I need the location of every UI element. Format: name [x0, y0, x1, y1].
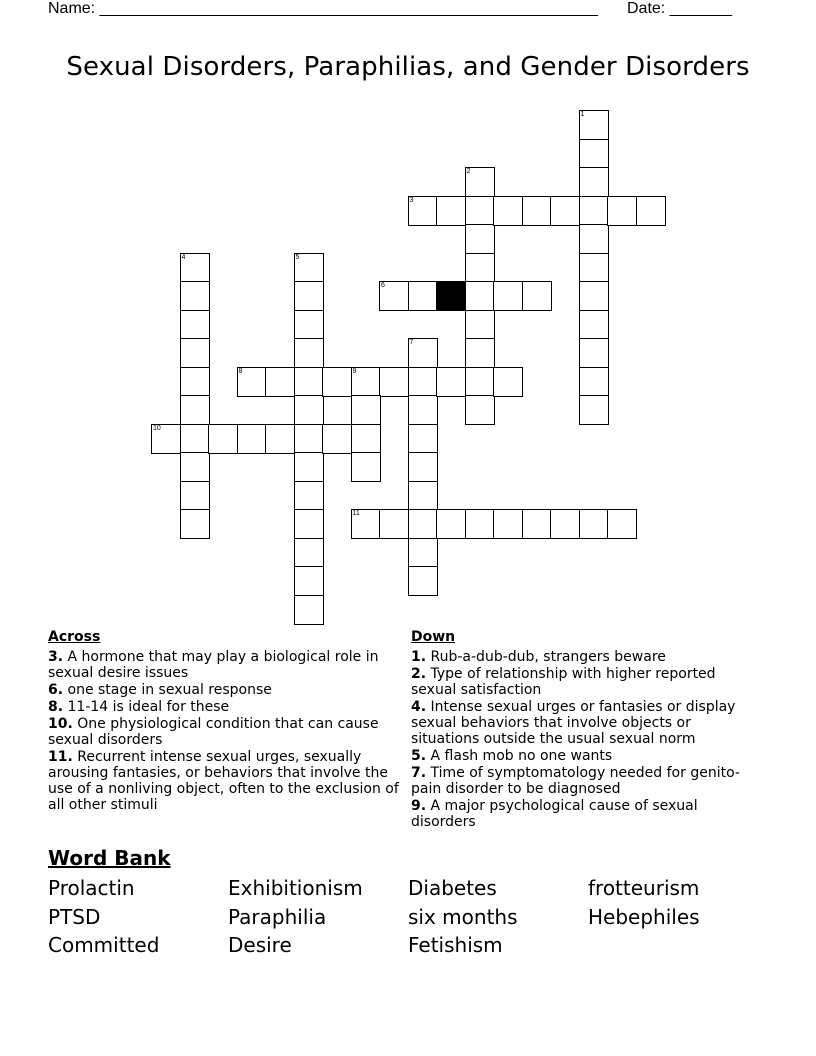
crossword-cell[interactable]: [294, 452, 324, 482]
crossword-cell[interactable]: [465, 196, 495, 226]
crossword-cell[interactable]: [579, 253, 609, 283]
down-clue: [411, 699, 756, 747]
crossword-cell[interactable]: [408, 395, 438, 425]
crossword-cell[interactable]: [579, 509, 609, 539]
crossword-cell[interactable]: [294, 509, 324, 539]
crossword-cell[interactable]: [522, 281, 552, 311]
crossword-cell[interactable]: [465, 310, 495, 340]
crossword-cell[interactable]: [294, 338, 324, 368]
across-clue-list: [48, 649, 408, 813]
across-clue: [48, 749, 408, 813]
across-clues: [48, 628, 408, 814]
crossword-cell[interactable]: [237, 424, 267, 454]
word-bank-item: Committed: [48, 933, 160, 957]
crossword-cell[interactable]: [379, 281, 409, 311]
crossword-cell[interactable]: [180, 367, 210, 397]
clue-text: Intense sexual urges or fantasies or display sexual behaviors that involve objects or situations outside the usual sexual norm: [411, 699, 736, 747]
clue-text: A flash mob no one wants: [430, 748, 613, 764]
crossword-cell[interactable]: [180, 310, 210, 340]
crossword-cell[interactable]: [436, 196, 466, 226]
clue-number: 3.: [48, 649, 64, 665]
down-clues: [411, 628, 756, 831]
crossword-cell[interactable]: [265, 367, 295, 397]
down-clue-list: [411, 649, 756, 830]
crossword-cell[interactable]: [607, 509, 637, 539]
crossword-cell[interactable]: [265, 424, 295, 454]
crossword-cell[interactable]: [408, 196, 438, 226]
crossword-cell[interactable]: [465, 281, 495, 311]
clue-text: Time of symptomatology needed for genito-pain disorder to be diagnosed: [411, 765, 740, 797]
crossword-cell-number: 2: [466, 168, 471, 175]
date-field-label[interactable]: Date: _______: [627, 0, 732, 17]
crossword-cell-number: 9: [352, 367, 357, 375]
crossword-cell[interactable]: [465, 509, 495, 539]
word-bank-item: Exhibitionism: [228, 876, 363, 900]
clue-number: 9.: [411, 798, 427, 814]
across-heading: Across: [48, 629, 101, 645]
clue-number: 8.: [48, 699, 64, 715]
crossword-cell-number: 8: [238, 367, 243, 375]
clue-number: 6.: [48, 682, 64, 698]
crossword-cell[interactable]: [522, 509, 552, 539]
crossword-cell[interactable]: [351, 509, 381, 539]
crossword-cell[interactable]: [180, 424, 210, 454]
crossword-cell[interactable]: [465, 253, 495, 283]
crossword-cell[interactable]: [294, 367, 324, 397]
crossword-cell[interactable]: [237, 367, 267, 397]
crossword-cell[interactable]: [579, 395, 609, 425]
crossword-cell[interactable]: [493, 509, 523, 539]
word-bank: [48, 845, 768, 960]
crossword-cell-number: 10: [153, 424, 161, 432]
crossword-cell[interactable]: [493, 367, 523, 397]
crossword-cell[interactable]: [294, 253, 324, 283]
crossword-cell[interactable]: [379, 509, 409, 539]
crossword-cell[interactable]: [322, 367, 352, 397]
crossword-cell[interactable]: [550, 509, 580, 539]
crossword-cell[interactable]: [579, 110, 609, 140]
across-clue: [48, 649, 408, 681]
crossword-cell[interactable]: [351, 452, 381, 482]
clue-number: 2.: [411, 666, 427, 682]
crossword-cell[interactable]: [294, 538, 324, 568]
clue-text: Type of relationship with higher reported sexual satisfaction: [411, 666, 716, 698]
crossword-cell[interactable]: [607, 196, 637, 226]
crossword-cell[interactable]: [408, 367, 438, 397]
crossword-cell-number: 6: [381, 282, 385, 289]
crossword-cell[interactable]: [379, 367, 409, 397]
word-bank-list: [48, 874, 768, 960]
crossword-cell[interactable]: [579, 167, 609, 197]
word-bank-item: Prolactin: [48, 876, 135, 900]
word-bank-item: Desire: [228, 933, 292, 957]
crossword-cell[interactable]: [579, 367, 609, 397]
crossword-cell[interactable]: [351, 367, 381, 397]
crossword-cell-number: 3: [409, 196, 414, 204]
crossword-cell[interactable]: [465, 167, 495, 197]
clue-number: 4.: [411, 699, 427, 715]
crossword-cell[interactable]: [180, 481, 210, 511]
crossword-cell[interactable]: [408, 509, 438, 539]
crossword-cell[interactable]: [294, 395, 324, 425]
clue-text: Rub-a-dub-dub, strangers beware: [430, 649, 666, 665]
down-clue: [411, 666, 756, 698]
crossword-cell[interactable]: [294, 424, 324, 454]
down-clue: [411, 765, 756, 797]
crossword-cell[interactable]: [522, 196, 552, 226]
crossword-cell[interactable]: [180, 253, 210, 283]
crossword-cell[interactable]: [180, 509, 210, 539]
clue-text: one stage in sexual response: [67, 682, 272, 698]
clue-number: 5.: [411, 748, 427, 764]
crossword-cell-number: 4: [181, 253, 186, 261]
clue-number: 11.: [48, 749, 73, 765]
crossword-cell[interactable]: [408, 452, 438, 482]
crossword-cell[interactable]: [208, 424, 238, 454]
clue-text: Recurrent intense sexual urges, sexually arousing fantasies, or behaviors that involve the use of a nonliving object, often to the exclusion of all other stimuli: [48, 749, 399, 813]
crossword-cell[interactable]: [465, 367, 495, 397]
clue-number: 1.: [411, 649, 427, 665]
crossword-cell[interactable]: [294, 310, 324, 340]
crossword-cell[interactable]: [180, 395, 210, 425]
crossword-cell[interactable]: [151, 424, 181, 454]
crossword-cell[interactable]: [465, 224, 495, 254]
crossword-cell[interactable]: [493, 196, 523, 226]
down-clue: [411, 748, 756, 764]
clue-number: 7.: [411, 765, 427, 781]
crossword-cell[interactable]: [294, 281, 324, 311]
clue-text: 11-14 is ideal for these: [67, 699, 230, 715]
word-bank-item: Paraphilia: [228, 904, 327, 929]
across-clue: [48, 716, 408, 748]
crossword-cell[interactable]: [408, 424, 438, 454]
crossword-cell[interactable]: [322, 424, 352, 454]
crossword-cell[interactable]: [579, 281, 609, 311]
crossword-cell[interactable]: [294, 595, 324, 625]
crossword-block-cell: [436, 281, 466, 311]
crossword-cell[interactable]: [294, 566, 324, 596]
down-clue: [411, 798, 756, 830]
crossword-cell[interactable]: [465, 338, 495, 368]
page-title: Sexual Disorders, Paraphilias, and Gender Disorders: [66, 52, 750, 82]
crossword-cell[interactable]: [408, 566, 438, 596]
down-heading: Down: [411, 629, 456, 645]
crossword-cell[interactable]: [408, 338, 438, 368]
crossword-cell-number: 7: [409, 339, 414, 346]
crossword-cell[interactable]: [579, 139, 609, 169]
crossword-cell[interactable]: [579, 196, 609, 226]
word-bank-heading: Word Bank: [48, 846, 171, 870]
clue-text: One physiological condition that can cause sexual disorders: [48, 716, 379, 748]
word-bank-item: frotteurism: [588, 876, 700, 900]
crossword-cell[interactable]: [351, 424, 381, 454]
name-field-label[interactable]: Name: ________________________________________________________: [48, 0, 598, 17]
crossword-cell[interactable]: [493, 281, 523, 311]
crossword-cell-number: 11: [352, 510, 360, 517]
crossword-cell[interactable]: [351, 395, 381, 425]
crossword-cell[interactable]: [465, 395, 495, 425]
crossword-cell[interactable]: [436, 509, 466, 539]
crossword-cell-number: 1: [580, 111, 585, 118]
crossword-cell[interactable]: [436, 367, 466, 397]
word-bank-item: Hebephiles: [588, 904, 700, 929]
across-clue: [48, 682, 408, 698]
crossword-cell[interactable]: [180, 281, 210, 311]
crossword-cell[interactable]: [550, 196, 580, 226]
crossword-cell[interactable]: [180, 452, 210, 482]
crossword-cell[interactable]: [408, 281, 438, 311]
crossword-cell[interactable]: [294, 481, 324, 511]
crossword-cell[interactable]: [579, 224, 609, 254]
crossword-cell[interactable]: [579, 338, 609, 368]
crossword-cell[interactable]: [636, 196, 666, 226]
across-clue: [48, 699, 408, 715]
crossword-cell[interactable]: [408, 538, 438, 568]
word-bank-item: PTSD: [48, 904, 101, 929]
crossword-cell[interactable]: [579, 310, 609, 340]
crossword-cell[interactable]: [180, 338, 210, 368]
crossword-cell[interactable]: [408, 481, 438, 511]
down-clue: [411, 649, 756, 665]
word-bank-item: six months: [408, 904, 518, 929]
clue-number: 10.: [48, 716, 73, 732]
clue-text: A major psychological cause of sexual disorders: [411, 798, 698, 830]
crossword-cell-number: 5: [295, 253, 300, 261]
word-bank-item: Fetishism: [408, 933, 503, 957]
clue-text: A hormone that may play a biological role in sexual desire issues: [48, 649, 379, 681]
word-bank-item: Diabetes: [408, 876, 497, 900]
